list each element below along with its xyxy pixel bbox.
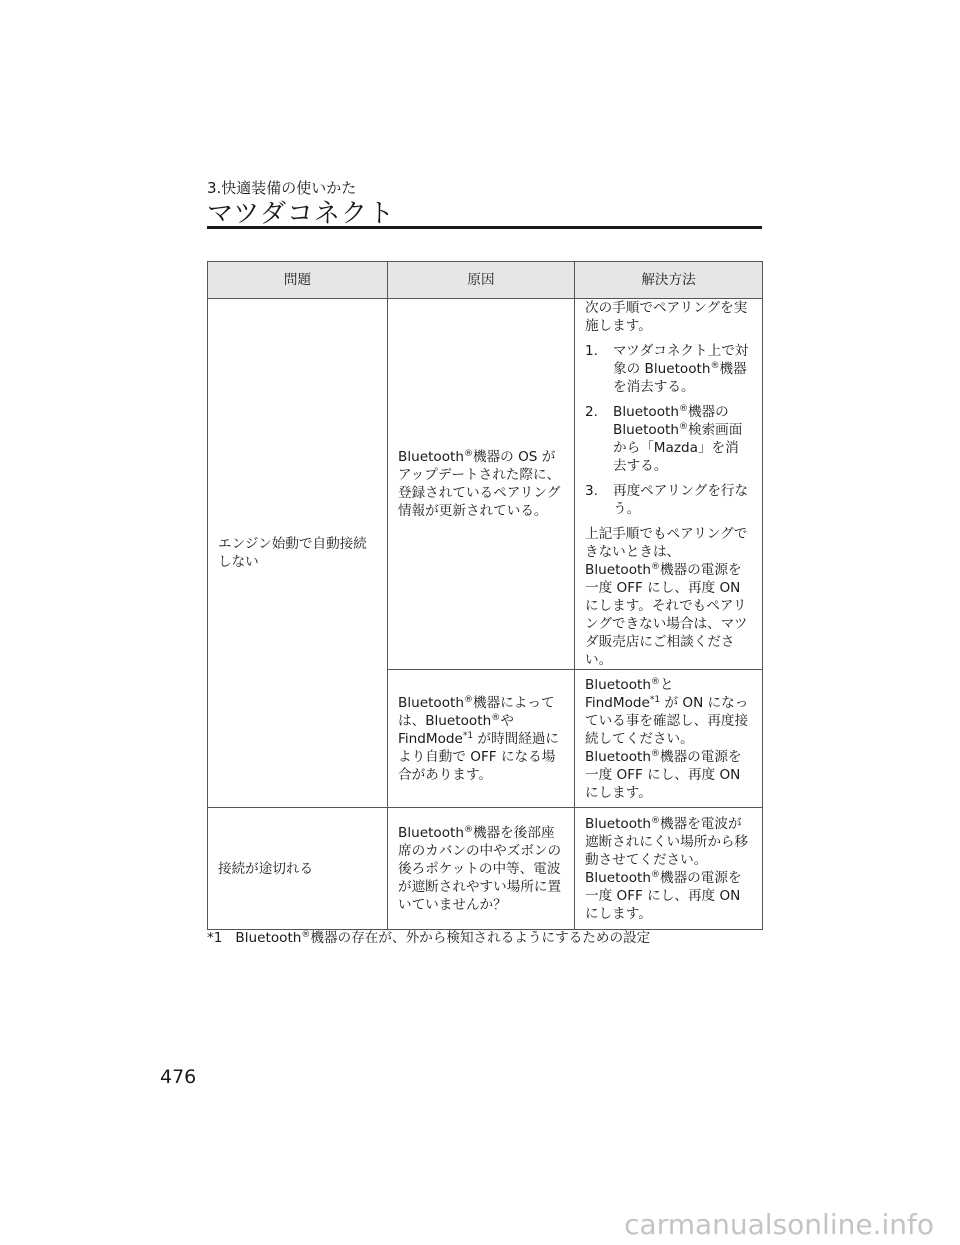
cause-text: 機器によっては、 [398,694,555,729]
step-number: 1. [585,343,598,359]
problem-text: 接続が途切れる [218,860,314,877]
watermark: carmanualsonline.info [624,1208,934,1241]
troubleshooting-table [207,261,763,930]
registered-mark: ® [464,694,473,705]
footnote-text: 機器の存在が、外から検知されるようにするための設定 [310,930,651,946]
problem-cell [208,299,388,808]
term-bluetooth: Bluetooth [585,748,651,765]
cause-text: や [500,712,514,729]
solution-outro [585,525,752,669]
term-bluetooth: Bluetooth [398,449,464,465]
term-findmode: FindMode [398,730,463,747]
term-bluetooth: Bluetooth [425,712,492,729]
registered-mark: ® [651,748,660,759]
footnote-ref: *1 [462,730,474,741]
table-header-row [208,262,763,299]
term-bluetooth: Bluetooth [613,422,679,438]
term-bluetooth: Bluetooth [398,694,464,711]
cause-cell [388,670,575,808]
list-item [585,342,752,396]
term-findmode: FindMode [585,694,650,711]
registered-mark: ® [651,869,660,880]
cause-cell [388,299,575,670]
registered-mark: ® [651,562,660,572]
registered-mark: ® [679,404,688,414]
footnote [207,926,650,946]
solution-text: 機器の電源を一度 OFF にし、再度 ON にします。 [585,748,742,801]
step-text: 機器を消去する。 [613,361,747,395]
list-item [585,482,752,518]
cause-cell [388,808,575,930]
solution-text: と [660,676,674,693]
step-number: 3. [585,483,598,499]
term-bluetooth: Bluetooth [585,562,651,578]
term-bluetooth: Bluetooth [235,930,302,946]
solution-intro: 次の手順でペアリングを実施します。 [585,300,748,334]
registered-mark: ® [679,422,688,432]
list-item [585,403,752,475]
registered-mark: ® [651,815,660,826]
table-row [208,808,763,930]
term-bluetooth: Bluetooth [585,869,651,886]
term-bluetooth: Bluetooth [613,404,679,420]
header-problem: 問題 [208,262,388,299]
registered-mark: ® [710,361,720,371]
section-heading: 3.快適装備の使いかた [207,179,357,197]
problem-cell [208,808,388,930]
term-bluetooth: Bluetooth [585,815,651,832]
solution-text: が ON になっている事を確認し、再度接続してください。 [585,694,749,747]
term-bluetooth: Bluetooth [398,824,464,841]
step-text: 再度ペアリングを行なう。 [613,483,749,517]
step-text: マツダコネクト上で対象の [613,343,749,377]
term-bluetooth: Bluetooth [644,361,711,377]
header-solution: 解決方法 [575,262,763,299]
solution-cell [575,808,763,930]
title-rule [207,226,762,229]
solution-cell [575,670,763,808]
solution-text: 機器の電源を一度 OFF にし、再度 ON にします。 [585,869,742,922]
registered-mark: ® [651,676,660,687]
footnote-mark: *1 [207,930,223,946]
registered-mark: ® [491,712,501,723]
page-number: 476 [160,1066,197,1088]
page-title: マツダコネクト [207,199,395,229]
outro-text: 機器の電源を一度 OFF にし、再度 ON にします。それでもペアリングできない場合は、マツダ販売店にご相談ください。 [585,562,748,668]
term-bluetooth: Bluetooth [585,676,651,693]
registered-mark: ® [464,824,473,835]
table-row [208,299,763,670]
step-number: 2. [585,404,598,420]
registered-mark: ® [464,449,473,459]
step-text: 機器の [688,404,729,420]
cause-text: 機器の OS がアップデートされた際に、登録されているペアリング情報が更新されている。 [398,449,561,519]
registered-mark: ® [301,930,311,940]
outro-text: 上記手順でもペアリングできないときは、 [585,526,748,560]
footnote-ref: *1 [649,694,661,705]
solution-text: 機器を電波が遮断されにくい場所から移動させてください。 [585,815,749,868]
cause-text: が時間経過により自動で OFF になる場合があります。 [398,730,560,783]
cause-text: 機器を後部座席のカバンの中やズボンの後ろポケットの中等、電波が遮断されやすい場所に置いていませんか？ [398,824,562,913]
solution-cell [575,299,763,670]
header-cause: 原因 [388,262,575,299]
problem-text: エンジン始動で自動接続しない [218,536,367,570]
step-text: 検索画面から「Mazda」を消去する。 [613,422,743,474]
